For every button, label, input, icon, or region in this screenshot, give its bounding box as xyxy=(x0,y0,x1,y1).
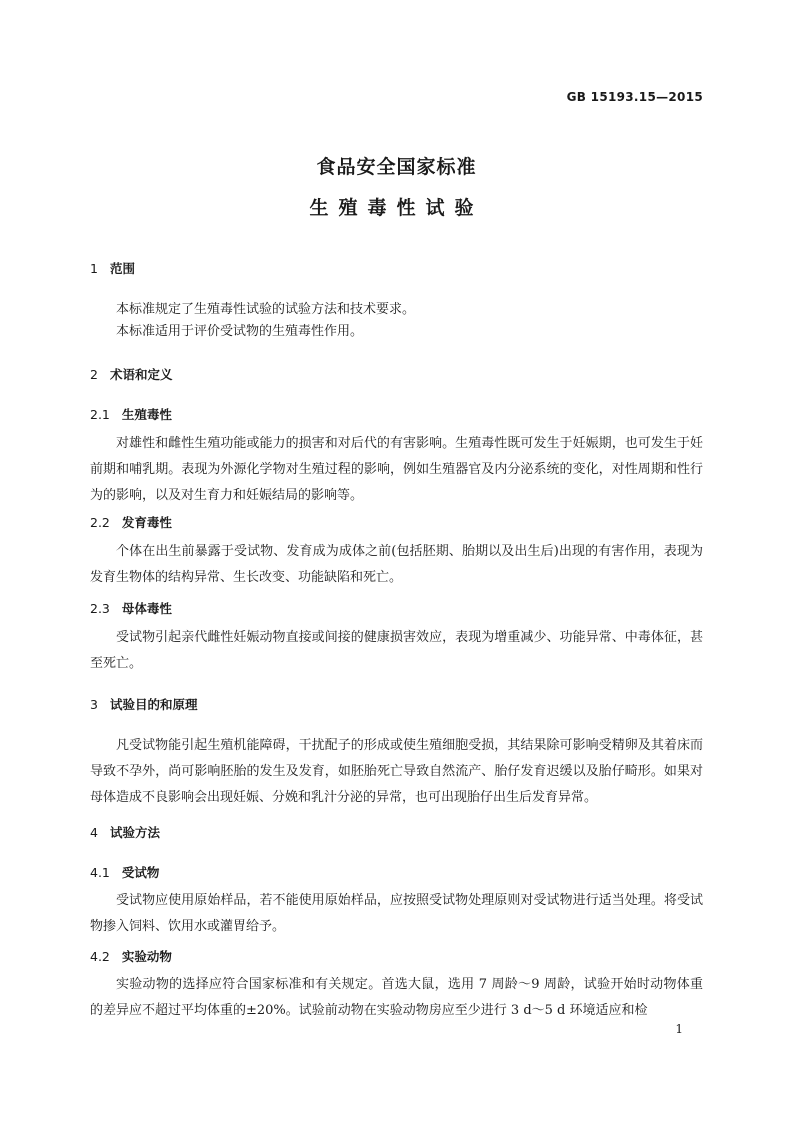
paragraph: 受试物应使用原始样品，若不能使用原始样品，应按照受试物处理原则对受试物进行适当处理。将受试物掺入饲料、饮用水或灌胃给予。 xyxy=(90,893,703,934)
section-number: 4.2 xyxy=(90,949,110,964)
section-number: 1 xyxy=(90,261,98,276)
section-heading-2-1 xyxy=(90,405,172,423)
paragraph: 对雄性和雌性生殖功能或能力的损害和对后代的有害影响。生殖毒性既可发生于妊娠期，也可发生于妊前期和哺乳期。表现为外源化学物对生殖过程的影响，例如生殖器官及内分泌系统的变化，对性周期和性行为的影响，以及对生育力和妊娠结局的影响等。 xyxy=(90,436,703,503)
section-heading-3 xyxy=(90,695,197,713)
section-number: 2.3 xyxy=(90,601,110,616)
section-heading-1 xyxy=(90,259,135,277)
paragraph: 凡受试物能引起生殖机能障碍，干扰配子的形成或使生殖细胞受损，其结果除可影响受精卵及其着床而导致不孕外，尚可影响胚胎的发生及发育，如胚胎死亡导致自然流产、胎仔发育迟缓以及胎仔畸形。如果对母体造成不良影响会出现妊娠、分娩和乳汁分泌的异常，也可出现胎仔出生后发育异常。 xyxy=(90,738,703,805)
document-subtitle: 生殖毒性试验 xyxy=(309,197,484,219)
paragraph: 本标准适用于评价受试物的生殖毒性作用。 xyxy=(116,324,364,339)
section-title: 范围 xyxy=(109,261,135,276)
section-number: 2 xyxy=(90,367,98,382)
paragraph: 本标准规定了生殖毒性试验的试验方法和技术要求。 xyxy=(116,302,416,317)
section-number: 2.2 xyxy=(90,515,110,530)
page-number: 1 xyxy=(675,1022,683,1036)
section-title: 母体毒性 xyxy=(121,601,172,616)
section-heading-4-1 xyxy=(90,863,159,881)
section-heading-2 xyxy=(90,365,172,383)
section-title: 试验方法 xyxy=(109,825,160,840)
section-heading-2-2 xyxy=(90,513,172,531)
paragraph: 实验动物的选择应符合国家标准和有关规定。首选大鼠，选用 7 周龄～9 周龄，试验开始时动物体重的差异应不超过平均体重的±20%。试验前动物在实验动物房应至少进行 3 d～5 d 环境适应和检 xyxy=(90,977,703,1018)
section-number: 2.1 xyxy=(90,407,110,422)
section-title: 术语和定义 xyxy=(109,367,173,382)
standard-code: GB 15193.15—2015 xyxy=(566,90,703,104)
section-title: 试验目的和原理 xyxy=(109,697,198,712)
section-title: 实验动物 xyxy=(121,949,172,964)
section-number: 4.1 xyxy=(90,865,110,880)
document-title: 食品安全国家标准 xyxy=(316,156,477,178)
section-title: 受试物 xyxy=(121,865,160,880)
section-heading-4-2 xyxy=(90,947,172,965)
section-title: 发育毒性 xyxy=(121,515,172,530)
section-number: 3 xyxy=(90,697,98,712)
section-heading-4 xyxy=(90,823,160,841)
paragraph: 受试物引起亲代雌性妊娠动物直接或间接的健康损害效应，表现为增重减少、功能异常、中毒体征，甚至死亡。 xyxy=(90,630,703,671)
section-title: 生殖毒性 xyxy=(121,407,172,422)
section-number: 4 xyxy=(90,825,98,840)
section-heading-2-3 xyxy=(90,599,172,617)
paragraph: 个体在出生前暴露于受试物、发育成为成体之前(包括胚期、胎期以及出生后)出现的有害作用，表现为发育生物体的结构异常、生长改变、功能缺陷和死亡。 xyxy=(90,544,703,585)
